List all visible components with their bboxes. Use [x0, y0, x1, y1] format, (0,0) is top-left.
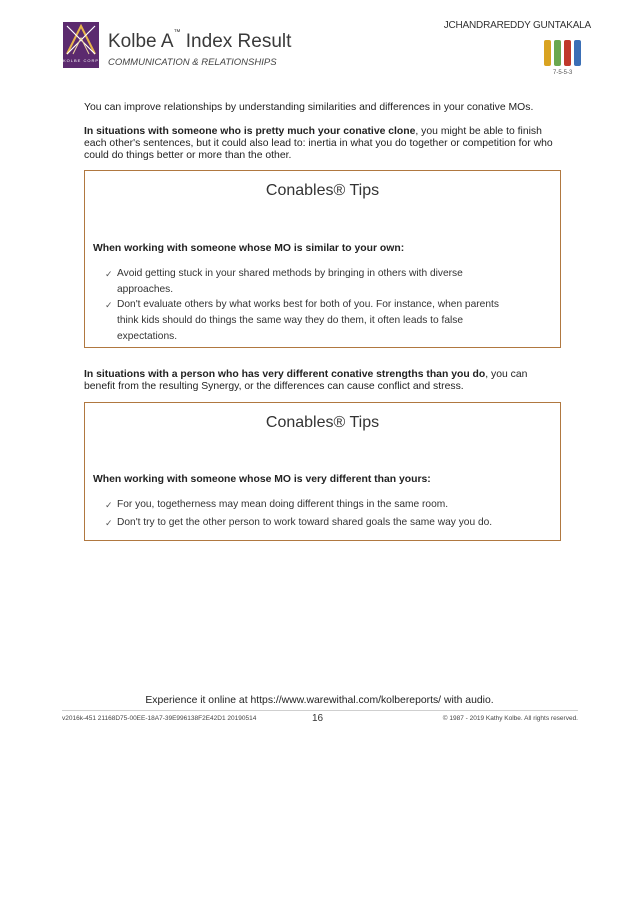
footer-copyright: © 1987 - 2019 Kathy Kolbe. All rights reserved.: [442, 715, 578, 722]
tip-text: Don't try to get the other person to work toward shared goals the same way you do.: [117, 517, 493, 528]
logo-wordmark: KOLBE CORP: [63, 58, 99, 68]
mo-code: 7-5-5-3: [553, 70, 573, 76]
different-paragraph-rest: , you can benefit from the resulting Synergy, or the differences can cause conflict and stress.: [84, 369, 528, 392]
footer-version: v2016k-451 21168D75-00EE-18A7-39E996138F2E42D1 20190514: [62, 715, 257, 722]
tips-box-different: [84, 402, 561, 541]
clone-paragraph-bold: In situations with someone who is pretty much your conative clone: [84, 126, 416, 137]
tip-text: For you, togetherness may mean doing different things in the same room.: [117, 499, 449, 510]
trademark-mark: ™: [173, 29, 181, 36]
clone-paragraph-rest: , you might be able to finish each other's sentences, but it could also lead to: inertia in what you do together or competition for who could do things better or more than the other.: [84, 126, 553, 161]
tips-box-title: Conables® Tips: [265, 182, 380, 199]
different-paragraph-bold: In situations with a person who has very different conative strengths than you do: [84, 369, 486, 380]
tip-item: [105, 497, 500, 513]
mo-bar: [574, 40, 581, 66]
clone-paragraph: [84, 126, 554, 162]
tip-text: Don't evaluate others by what works best for both of you. For instance, when parents think kids should do things the same way they do them, it often leads to false expectations.: [117, 299, 499, 342]
report-subtitle: COMMUNICATION & RELATIONSHIPS: [108, 57, 277, 68]
footer-divider: [62, 710, 578, 711]
report-title-suffix: Index Result: [185, 31, 292, 52]
online-audio-link[interactable]: Experience it online at https://www.warewithal.com/kolbereports/ with audio.: [145, 695, 494, 706]
tips-box-title: Conables® Tips: [265, 414, 380, 431]
mo-bars-icon: [540, 36, 586, 68]
checkmark-icon: ✓: [105, 500, 113, 510]
tips-box-heading: When working with someone whose MO is very different than yours:: [93, 474, 431, 485]
mo-bar: [554, 40, 561, 66]
report-title-main: Kolbe A: [108, 31, 174, 52]
tips-box-similar: [84, 170, 561, 348]
checkmark-icon: ✓: [105, 518, 113, 528]
intro-paragraph: You can improve relationships by understanding similarities and differences in your conative MOs.: [84, 102, 534, 113]
tip-item: [105, 266, 500, 298]
tip-text: Avoid getting stuck in your shared methods by bringing in others with diverse approaches.: [117, 268, 463, 295]
mo-bar: [544, 40, 551, 66]
tips-box-heading: When working with someone whose MO is similar to your own:: [93, 243, 405, 254]
checkmark-icon: ✓: [105, 300, 113, 310]
tip-item: [105, 515, 545, 531]
checkmark-icon: ✓: [105, 269, 113, 279]
person-name: JCHANDRAREDDY GUNTAKALA: [443, 20, 591, 31]
mo-bar: [564, 40, 571, 66]
tip-item: [105, 297, 500, 345]
different-paragraph: [84, 369, 554, 393]
kolbe-logo-icon: [63, 22, 99, 58]
page-number: 16: [312, 713, 324, 724]
report-title: [108, 31, 291, 53]
